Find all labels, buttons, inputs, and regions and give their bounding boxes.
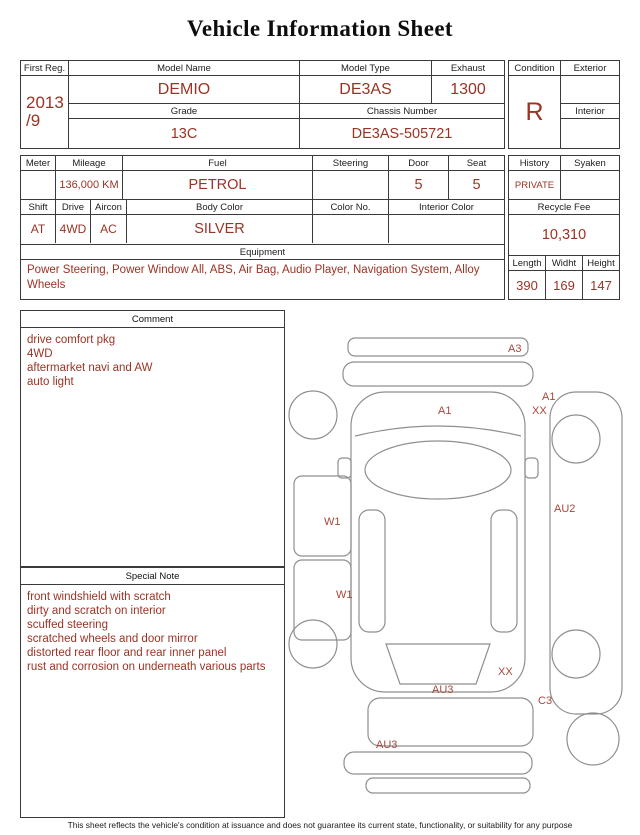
comment-body xyxy=(21,328,284,566)
height-label: Height xyxy=(583,256,619,271)
recycle-fee-label: Recycle Fee xyxy=(509,200,619,215)
interior-color-label: Interior Color xyxy=(389,200,504,215)
model-type-label: Model Type xyxy=(300,61,432,76)
damage-marker: AU3 xyxy=(432,684,454,696)
condition-label: Condition xyxy=(509,61,561,76)
damage-marker: C3 xyxy=(538,695,553,707)
width-value: 169 xyxy=(546,271,583,299)
length-label: Length xyxy=(509,256,546,271)
special-note-line: dirty and scratch on interior xyxy=(27,605,166,618)
special-note-line: rust and corrosion on underneath various parts xyxy=(27,661,266,674)
length-value: 390 xyxy=(509,271,546,299)
history-value: PRIVATE xyxy=(509,171,561,199)
steering-label: Steering xyxy=(313,156,389,171)
mileage-label: Mileage xyxy=(56,156,123,171)
body-color-value: SILVER xyxy=(127,215,313,243)
width-label: Widht xyxy=(546,256,583,271)
aircon-value: AC xyxy=(91,215,127,243)
recycle-fee-value: 10,310 xyxy=(541,227,587,243)
meter-label: Meter xyxy=(21,156,56,171)
model-name-label: Model Name xyxy=(69,61,300,76)
door-value: 5 xyxy=(389,171,449,199)
car-outline-graphic xyxy=(288,312,628,818)
fuel-value: PETROL xyxy=(123,171,313,199)
interior-color-value xyxy=(389,215,504,243)
drive-label: Drive xyxy=(56,200,91,215)
drive-value: 4WD xyxy=(56,215,91,243)
first-reg-label: First Reg. xyxy=(21,61,69,76)
special-note-line: front windshield with scratch xyxy=(27,591,171,603)
damage-marker: W1 xyxy=(324,516,341,528)
shift-value: AT xyxy=(21,215,56,243)
damage-marker: AU3 xyxy=(376,739,398,751)
special-note-line: scratched wheels and door mirror xyxy=(27,633,198,646)
condition-table xyxy=(508,60,620,149)
mileage-value: 136,000 KM xyxy=(56,171,123,199)
comment-line: aftermarket navi and AW xyxy=(27,362,153,375)
color-no-label: Color No. xyxy=(313,200,389,215)
syaken-value xyxy=(561,171,619,199)
damage-marker: A1 xyxy=(438,405,452,417)
comment-header: Comment xyxy=(21,311,284,328)
comment-line: 4WD xyxy=(27,348,53,361)
first-reg-value xyxy=(21,76,69,148)
height-value: 147 xyxy=(590,277,612,293)
fuel-label: Fuel xyxy=(123,156,313,171)
seat-value: 5 xyxy=(472,177,481,193)
page-title: Vehicle Information Sheet xyxy=(187,16,453,41)
seat-label: Seat xyxy=(449,156,504,171)
exterior-value xyxy=(561,76,619,104)
equipment-value: Power Steering, Power Window All, ABS, Air Bag, Audio Player, Navigation System, Alloy Wheels xyxy=(27,264,480,291)
interior-value xyxy=(561,119,619,148)
special-note-line: distorted rear floor and rear inner panel xyxy=(27,647,227,660)
special-note-line: scuffed steering xyxy=(27,619,108,632)
damage-marker: A3 xyxy=(508,343,522,355)
interior-label: Interior xyxy=(561,104,619,119)
syaken-label: Syaken xyxy=(561,156,619,171)
history-table xyxy=(508,155,620,300)
damage-marker: A1 xyxy=(542,391,556,403)
door-label: Door xyxy=(389,156,449,171)
shift-label: Shift xyxy=(21,200,56,215)
exterior-label: Exterior xyxy=(561,61,619,76)
color-no-value xyxy=(313,215,389,243)
chassis-number-value: DE3AS-505721 xyxy=(351,125,453,142)
comment-box xyxy=(20,310,285,567)
grade-label: Grade xyxy=(69,104,300,119)
steering-value xyxy=(313,171,389,199)
comment-line: drive comfort pkg xyxy=(27,334,116,346)
special-note-box xyxy=(20,567,285,818)
grade-value: 13C xyxy=(69,119,300,148)
disclaimer-text: This sheet reflects the vehicle's condition at issuance and does not guarantee its current state, functionality, or suitability for any purpose xyxy=(67,820,573,830)
aircon-label: Aircon xyxy=(91,200,127,215)
registration-table xyxy=(20,60,505,149)
condition-grade-value: R xyxy=(509,76,561,148)
damage-marker: XX xyxy=(498,666,513,678)
exhaust-value: 1300 xyxy=(432,76,504,104)
meter-value xyxy=(21,171,56,199)
special-note-body xyxy=(21,585,284,817)
model-type-value: DE3AS xyxy=(300,76,432,104)
exhaust-label: Exhaust xyxy=(432,61,504,76)
damage-marker: AU2 xyxy=(554,503,576,515)
chassis-number-label: Chassis Number xyxy=(300,104,504,119)
history-label: History xyxy=(509,156,561,171)
first-reg-year: 2013 xyxy=(26,93,64,113)
first-reg-month: /9 xyxy=(26,111,41,130)
damage-marker: W1 xyxy=(336,589,353,601)
specs-table xyxy=(20,155,505,300)
body-color-label: Body Color xyxy=(127,200,313,215)
special-note-header: Special Note xyxy=(21,568,284,585)
car-diagram xyxy=(288,312,628,818)
damage-marker: XX xyxy=(532,405,547,417)
comment-line: auto light xyxy=(27,376,74,389)
equipment-label: Equipment xyxy=(21,245,504,260)
model-name-value: DEMIO xyxy=(69,76,300,104)
